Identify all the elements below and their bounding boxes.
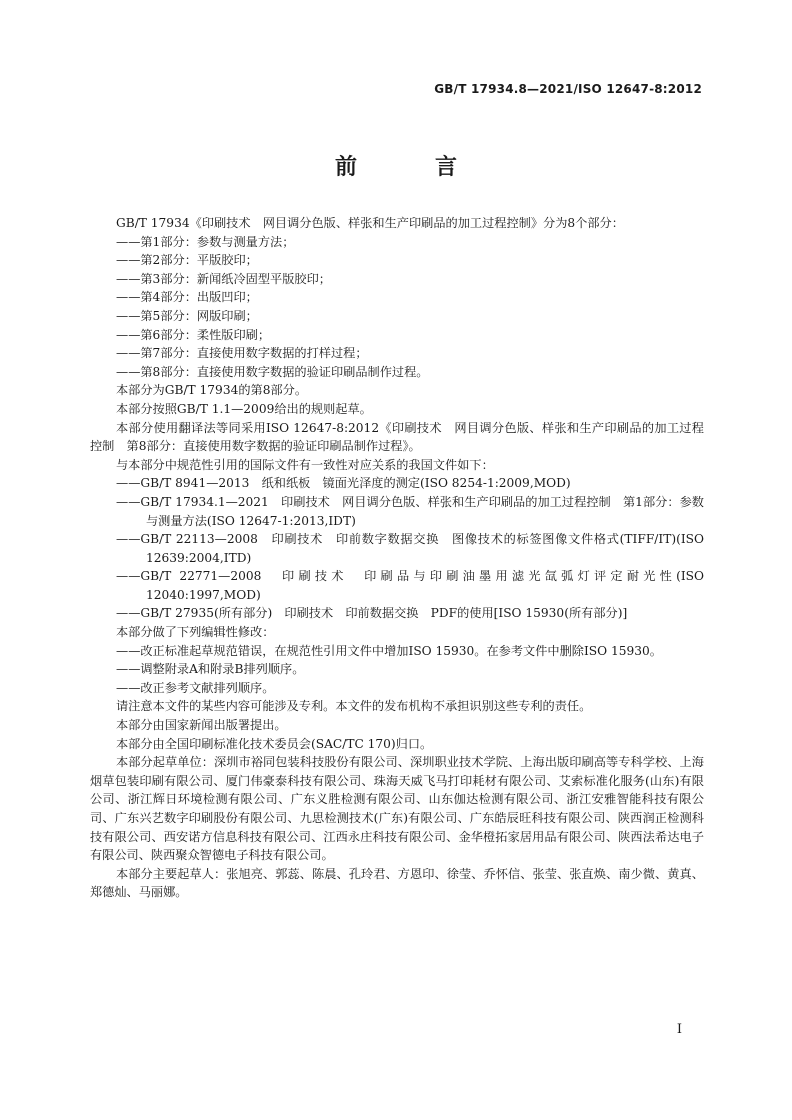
list-item: ——调整附录A和附录B排列顺序。: [116, 662, 305, 677]
paragraph: 请注意本文件的某些内容可能涉及专利。本文件的发布机构不承担识别这些专利的责任。: [116, 699, 592, 714]
paragraph: 本部分由全国印刷标准化技术委员会(SAC/TC 170)归口。: [116, 736, 433, 751]
paragraph: GB/T 17934《印刷技术 网目调分色版、样张和生产印刷品的加工过程控制》分为8个部分：: [116, 216, 624, 230]
list-item: ——GB/T 27935(所有部分) 印刷技术 印前数据交换 PDF的使用[ISO 15930(所有部分)]: [116, 606, 628, 621]
list-item: ——第2部分：平版胶印；: [116, 253, 258, 268]
list-item: ——GB/T 22113—2008 印刷技术 印前数字数据交换 图像技术的标签图像文件格式(TIFF/IT)(ISO 12639:2004,ITD): [116, 532, 704, 565]
paragraph: 本部分做了下列编辑性修改：: [116, 625, 275, 640]
paragraph: 本部分由国家新闻出版署提出。: [116, 718, 287, 733]
list-item: ——改正参考文献排列顺序。: [116, 680, 275, 695]
list-item: ——第1部分：参数与测量方法；: [116, 234, 295, 249]
list-item: ——第7部分：直接使用数字数据的打样过程；: [116, 346, 368, 361]
paragraph: 本部分为GB/T 17934的第8部分。: [116, 383, 308, 398]
list-item: ——第4部分：出版凹印；: [116, 290, 258, 305]
list-item: ——第3部分：新闻纸冷固型平版胶印；: [116, 271, 331, 286]
paragraph: 本部分按照GB/T 1.1—2009给出的规则起草。: [116, 401, 372, 416]
list-item: ——GB/T 22771—2008 印刷技术 印刷品与印刷油墨用滤光氙弧灯评定耐光性(ISO 12040:1997,MOD): [116, 569, 704, 602]
list-item: ——GB/T 17934.1—2021 印刷技术 网目调分色版、样张和生产印刷品的加工过程控制 第1部分：参数与测量方法(ISO 12647-1:2013,IDT): [116, 494, 704, 528]
list-item: ——改正标准起草规范错误，在规范性引用文件中增加ISO 15930。在参考文件中删除ISO 15930。: [116, 643, 662, 658]
paragraph: 本部分主要起草人：张旭亮、郭蕊、陈晨、孔玲君、方恩印、徐莹、乔怀信、张莹、张直焕、南少微、黄真、郑德灿、马丽娜。: [90, 866, 704, 900]
list-item: ——第8部分：直接使用数字数据的验证印刷品制作过程。: [116, 364, 429, 379]
list-item: ——第5部分：网版印刷；: [116, 308, 258, 323]
document-header: [434, 82, 702, 96]
document-body: [90, 214, 704, 902]
list-item: ——第6部分：柔性版印刷；: [116, 327, 271, 342]
standard-number: GB/T 17934.8—2021/ISO 12647-8:2012: [434, 82, 702, 96]
page-title: 前 言: [334, 155, 485, 180]
page-number: I: [676, 1022, 682, 1037]
paragraph: 本部分使用翻译法等同采用ISO 12647-8:2012《印刷技术 网目调分色版、样张和生产印刷品的加工过程控制 第8部分：直接使用数字数据的验证印刷品制作过程》。: [90, 420, 704, 454]
paragraph: 与本部分中规范性引用的国际文件有一致性对应关系的我国文件如下：: [116, 457, 494, 472]
paragraph: 本部分起草单位：深圳市裕同包装科技股份有限公司、深圳职业技术学院、上海出版印刷高等专科学校、上海烟草包装印刷有限公司、厦门伟豪泰科技有限公司、珠海天威飞马打印耗材有限公司、艾索标准化服务(山东)有限公司、浙江辉日环境检测有限公司、广东义胜检测有限公司、山东伽达检测有限公司、浙江安雅智能科技有限公司、广东兴艺数字印刷股份有限公司、九思检测技术(广东)有限公司、广东皓辰旺科技有限公司、陕西润正检测科技有限公司、西安诺方信息科技有限公司、江西永庄科技有限公司、金华橙拓家居用品有限公司、陕西法希达电子有限公司、陕西聚众智德电子科技有限公司。: [90, 755, 704, 863]
list-item: ——GB/T 8941—2013 纸和纸板 镜面光泽度的测定(ISO 8254-1:2009,MOD): [116, 476, 571, 491]
